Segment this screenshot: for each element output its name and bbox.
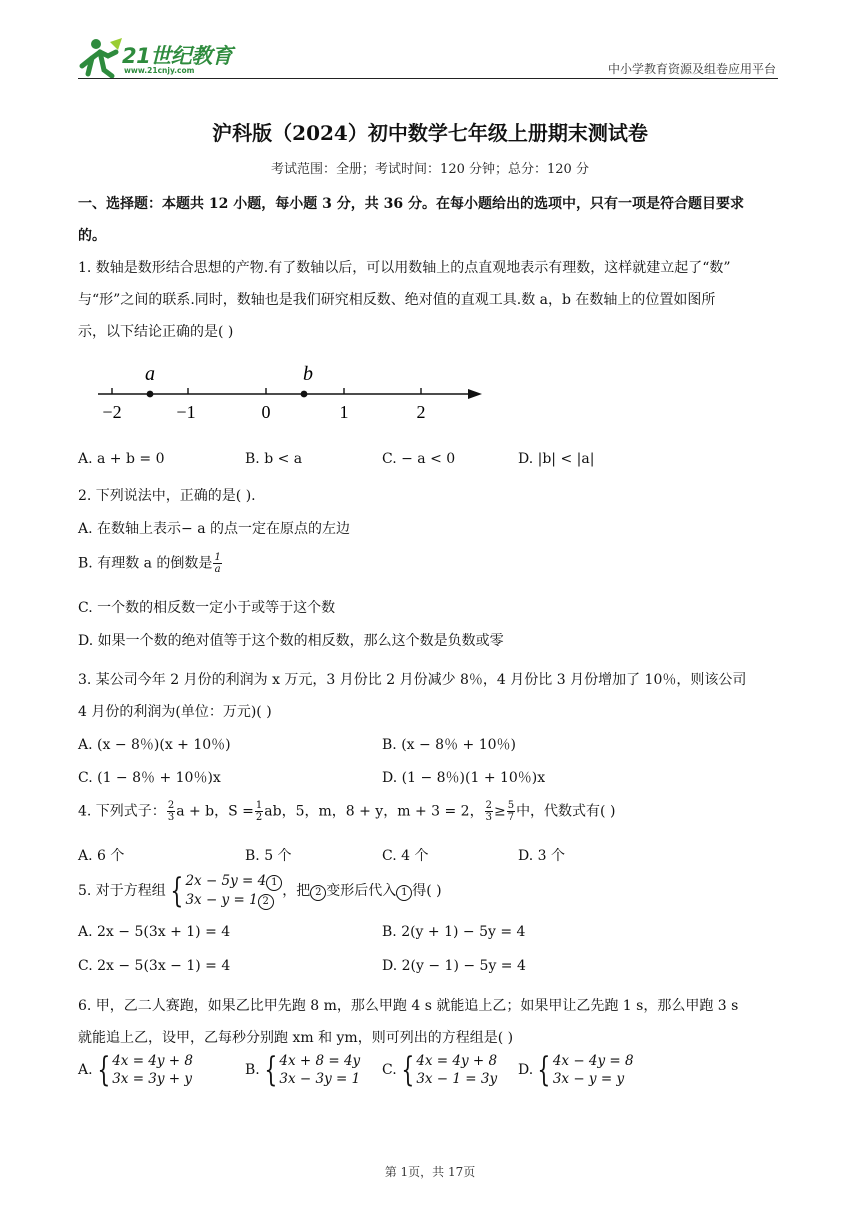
option-label: A. [78, 1062, 93, 1078]
fraction-denominator: 2 [255, 812, 263, 823]
exam-info: 考试范围：全册；考试时间：120 分钟；总分：120 分 [271, 162, 589, 177]
fraction-denominator: 7 [507, 812, 515, 823]
equation-system [279, 1052, 360, 1088]
q4-option-b: B. 5 个 [245, 848, 292, 864]
q5-option-a: A. 2x − 5(3x + 1) = 4 [78, 924, 231, 940]
equation: 4x = 4y + 8 [112, 1053, 193, 1069]
q2-option-b-text: B. 有理数 a 的倒数是 [78, 555, 213, 572]
equation: 3x − 1 = 3y [416, 1071, 498, 1087]
logo-text: 21世纪教育 [122, 44, 233, 68]
q4-text: ≥ [493, 803, 506, 820]
q6-option-a [78, 1052, 193, 1088]
equation: 3x − 3y = 1 [279, 1071, 361, 1087]
q4-text: 中，代数式有( ) [516, 803, 616, 820]
q1-line2: 与“形”之间的联系.同时，数轴也是我们研究相反数、绝对值的直观工具.数 a，b 在数轴上的位置如图所 [78, 292, 716, 308]
q5-option-b: B. 2(y + 1) − 5y = 4 [382, 924, 526, 940]
q3-line1: 3. 某公司今年 2 月份的利润为 x 万元，3 月份比 2 月份减少 8％，4 月份比 3 月份增加了 10％，则该公司 [78, 672, 747, 688]
brace-icon: { [537, 1050, 551, 1090]
q5-text: ，把 [282, 883, 311, 899]
circled-number: 2 [258, 894, 274, 910]
page-number: 第 1页，共 17页 [384, 1165, 476, 1179]
point-b [301, 391, 308, 398]
brace-icon: { [401, 1050, 414, 1090]
question-6 [78, 990, 784, 1054]
fraction [255, 800, 263, 823]
option-label: C. [382, 1062, 397, 1078]
q5-text: 变形后代入 [326, 883, 397, 899]
q5-option-d: D. 2(y − 1) − 5y = 4 [382, 958, 526, 974]
equation-system [112, 1052, 193, 1088]
circled-number: 1 [396, 885, 412, 901]
option-label: D. [518, 1062, 534, 1078]
fraction-numerator: 2 [167, 800, 175, 811]
logo-url: www.21cnjy.com [124, 66, 195, 75]
tick-label-neg2: −2 [102, 402, 122, 422]
q4-option-d: D. 3 个 [518, 848, 565, 864]
runner-logo-icon [74, 36, 124, 80]
q4-option-c: C. 4 个 [382, 848, 429, 864]
fraction [485, 800, 493, 823]
equation-system [185, 872, 282, 910]
q4-text: ab，5，m，8 + y，m + 3 = 2， [264, 803, 484, 820]
fraction [507, 800, 515, 823]
fraction-denominator: 3 [485, 812, 492, 823]
number-line-figure [90, 358, 490, 428]
brace-icon: { [264, 1050, 278, 1090]
equation-line [185, 872, 282, 891]
brace-icon: { [96, 1050, 110, 1090]
tick-label-1: 1 [339, 402, 349, 422]
brace-icon: { [170, 871, 184, 911]
axis-arrow-icon [468, 389, 482, 399]
q2-option-d: D. 如果一个数的绝对值等于这个数的相反数，那么这个数是负数或零 [78, 633, 504, 649]
q1-option-b: B. b < a [245, 451, 303, 467]
fraction [213, 552, 221, 575]
q3-line2: 4 月份的利润为(单位：万元)( ) [78, 704, 272, 720]
platform-name: 中小学教育资源及组卷应用平台 [607, 62, 776, 76]
q3-option-a: A. (x − 8％)(x + 10％) [78, 737, 231, 753]
fraction-numerator: 1 [255, 800, 263, 811]
page-title: 沪科版（2024）初中数学七年级上册期末测试卷 [212, 121, 648, 145]
equation: 4x = 4y + 8 [416, 1053, 498, 1069]
option-label: B. [245, 1062, 260, 1078]
q5-text: 得( ) [412, 883, 442, 899]
equation: 3x − y = y [552, 1071, 625, 1087]
q1-option-a: A. a + b = 0 [78, 451, 165, 467]
fraction-numerator: 5 [507, 800, 515, 811]
equation: 4x − 4y = 8 [552, 1053, 634, 1069]
point-a-label: a [145, 363, 155, 385]
equation: 4x + 8 = 4y [279, 1053, 361, 1069]
q3-option-d: D. (1 − 8％)(1 + 10％)x [382, 770, 546, 786]
equation: 3x − y = 1 [185, 892, 258, 908]
question-3 [78, 664, 784, 728]
q1-option-c: C. − a < 0 [382, 451, 456, 467]
q1-line1: 1. 数轴是数形结合思想的产物.有了数轴以后，可以用数轴上的点直观地表示有理数，这样就建立起了“数” [78, 260, 731, 276]
q6-line2: 就能追上乙，设甲，乙每秒分别跑 xm 和 ym，则可列出的方程组是( ) [78, 1030, 514, 1046]
fraction-numerator: 1 [214, 552, 221, 563]
point-a [147, 391, 154, 398]
q5-option-c: C. 2x − 5(3x − 1) = 4 [78, 958, 231, 974]
q6-line1: 6. 甲，乙二人赛跑，如果乙比甲先跑 8 m，那么甲跑 4 s 就能追上乙；如果甲让乙先跑 1 s，那么甲跑 3 s [78, 998, 739, 1014]
q6-option-b [245, 1052, 360, 1088]
question-1 [78, 252, 784, 348]
fraction [167, 800, 175, 823]
q3-option-b: B. (x − 8％ + 10％) [382, 737, 516, 753]
q4-stem [78, 800, 615, 823]
q6-option-c [382, 1052, 497, 1088]
q5-text: 5. 对于方程组 [78, 883, 166, 899]
fraction-numerator: 2 [485, 800, 492, 811]
q2-stem: 2. 下列说法中，正确的是( ). [78, 488, 256, 504]
q4-text: a + b，S = [176, 803, 254, 820]
q2-option-b [78, 552, 223, 575]
q5-stem [78, 872, 442, 910]
q2-option-c: C. 一个数的相反数一定小于或等于这个数 [78, 600, 336, 616]
equation: 2x − 5y = 4 [185, 873, 267, 889]
tick-label-0: 0 [261, 402, 271, 422]
q1-line3: 示，以下结论正确的是( ) [78, 324, 234, 340]
tick-label-neg1: −1 [176, 402, 196, 422]
section-heading [78, 188, 784, 252]
equation: 3x = 3y + y [112, 1071, 193, 1087]
tick-label-2: 2 [416, 402, 426, 422]
section-heading-line2: 的。 [78, 228, 106, 244]
fraction-denominator: a [214, 564, 221, 575]
q2-option-a: A. 在数轴上表示− a 的点一定在原点的左边 [78, 521, 350, 537]
fraction-denominator: 3 [167, 812, 175, 823]
section-heading-line1: 一、选择题：本题共 12 小题，每小题 3 分，共 36 分。在每小题给出的选项中，只有一项是符合题目要求 [78, 196, 744, 212]
q6-option-d [518, 1052, 634, 1088]
q4-text: 4. 下列式子： [78, 803, 166, 820]
q3-option-c: C. (1 − 8％ + 10％)x [78, 770, 221, 786]
equation-system [553, 1052, 634, 1088]
equation-line [185, 891, 282, 910]
point-b-label: b [303, 363, 313, 385]
circled-number: 2 [310, 885, 326, 901]
circled-number: 1 [266, 875, 282, 891]
equation-system [416, 1052, 497, 1088]
q1-option-d: D. |b| < |a| [518, 451, 595, 467]
header-divider [78, 78, 778, 79]
q4-option-a: A. 6 个 [78, 848, 125, 864]
